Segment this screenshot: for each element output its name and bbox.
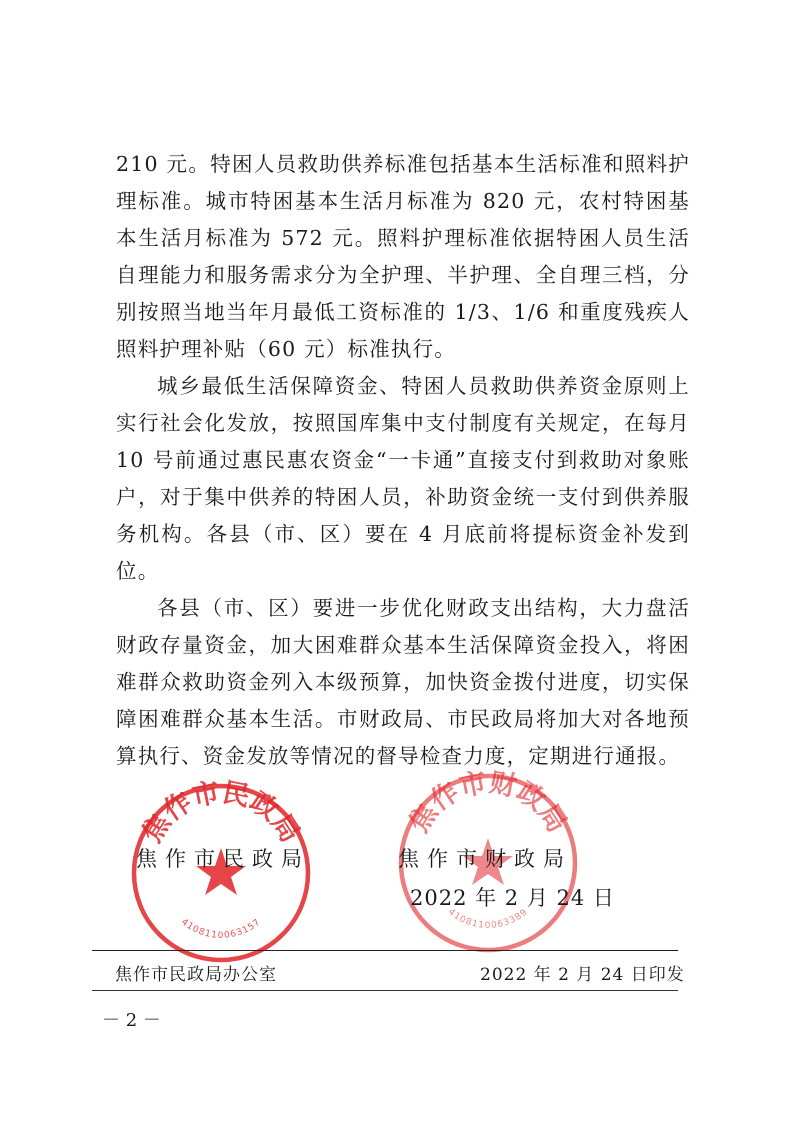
body-text <box>116 146 690 775</box>
footer-top-rule <box>92 950 678 951</box>
signature-left-org: 焦作市民政局 <box>136 847 310 871</box>
svg-text:焦作市财政局 <box>403 768 573 838</box>
signature-right-org: 焦作市财政局 <box>398 847 572 871</box>
svg-text:焦作市民政局 <box>136 778 306 848</box>
signature-date: 2022 年 2 月 24 日 <box>410 886 615 910</box>
seal-right-text: 焦作市财政局 <box>403 768 573 839</box>
page-number: － 2 － <box>102 1010 161 1031</box>
footer-bottom-rule <box>92 990 678 991</box>
seal-left-text: 焦作市民政局 <box>136 778 306 849</box>
paragraph-1: 210 元。特困人员救助供养标准包括基本生活标准和照料护理标准。城市特困基本生活月标准为 820 元，农村特困基本生活月标准为 572 元。照料护理标准依据特困人员生活自理能力和服务需求分为全护理、半护理、全自理三档，分别按照当地当年月最低工资标准的 1/3、1/6 和重度残疾人照料护理补贴（60 元）标准执行。 <box>116 152 690 361</box>
seal-right-code: 4108110063389 <box>446 907 530 931</box>
seal-left <box>126 778 316 968</box>
svg-text:4108110063157 <box>179 917 263 941</box>
paragraph-2: 城乡最低生活保障资金、特困人员救助供养资金原则上实行社会化发放，按照国库集中支付制度有关规定，在每月 10 号前通过惠民惠农资金“一卡通”直接支付到救助对象账户，对于集中供养的特困人员，补助资金统一支付到供养服务机构。各县（市、区）要在 4 月底前将提标资金补发到位。 <box>116 374 690 583</box>
footer-issuer: 焦作市民政局办公室 <box>115 965 277 985</box>
official-seal-icon <box>126 778 316 968</box>
seal-left-code: 4108110063157 <box>179 917 263 941</box>
footer-print-date: 2022 年 2 月 24 日印发 <box>480 965 685 985</box>
paragraph-3: 各县（市、区）要进一步优化财政支出结构，大力盘活财政存量资金，加大困难群众基本生活保障资金投入，将困难群众救助资金列入本级预算，加快资金拨付进度，切实保障困难群众基本生活。市财政局、市民政局将加大对各地预算执行、资金发放等情况的督导检查力度，定期进行通报。 <box>116 596 690 768</box>
